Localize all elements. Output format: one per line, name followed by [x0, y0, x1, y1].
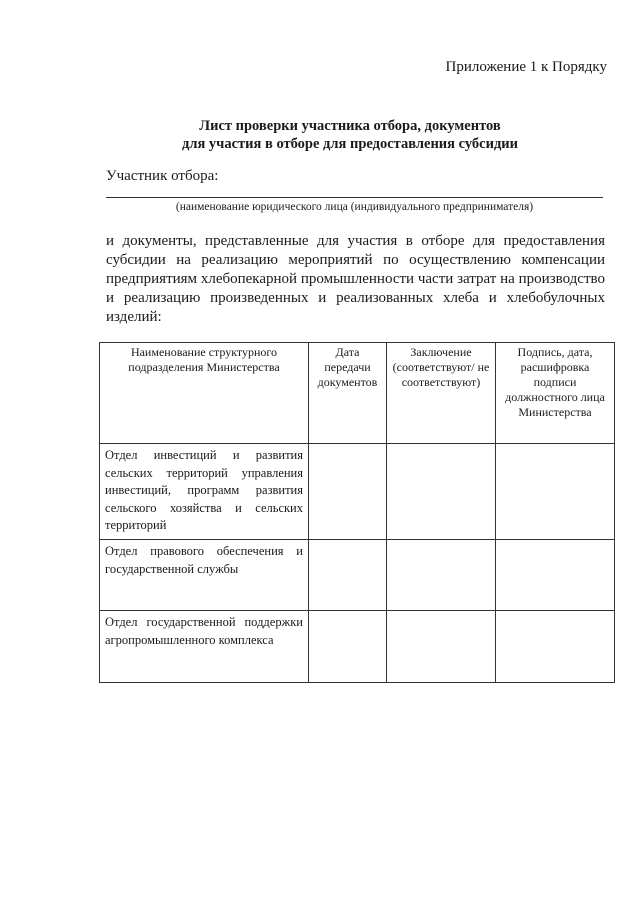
- conclusion-cell[interactable]: [387, 444, 496, 540]
- table-row: [100, 444, 615, 540]
- header-transfer-date: Дата передачи документов: [309, 343, 387, 444]
- header-department: Наименование структурного подразделения Министерства: [100, 343, 309, 444]
- participant-label: Участник отбора:: [106, 168, 219, 184]
- body-paragraph: [106, 232, 605, 327]
- body-line: субсидии на реализацию мероприятий по осуществлению компенсации: [106, 252, 605, 268]
- date-cell[interactable]: [309, 611, 387, 683]
- date-cell[interactable]: [309, 444, 387, 540]
- appendix-reference: Приложение 1 к Порядку: [445, 59, 607, 75]
- title-line-2: для участия в отборе для предоставления субсидии: [181, 136, 519, 152]
- signature-cell[interactable]: [496, 444, 615, 540]
- body-line: и реализацию произведенных и реализованных хлеба и хлебобулочных: [106, 290, 605, 306]
- department-cell: Отдел правового обеспечения и государственной службы: [100, 540, 309, 611]
- header-conclusion: Заключение (соответствуют/ не соответствуют): [387, 343, 496, 444]
- signature-cell[interactable]: [496, 611, 615, 683]
- checklist-table: [99, 342, 615, 683]
- table-header-row: [100, 343, 615, 444]
- table-row: [100, 611, 615, 683]
- date-cell[interactable]: [309, 540, 387, 611]
- document-title: [60, 117, 639, 153]
- conclusion-cell[interactable]: [387, 611, 496, 683]
- department-cell: Отдел инвестиций и развития сельских территорий управления инвестиций, программ развития сельского хозяйства и сельских территорий: [100, 444, 309, 540]
- body-line: и документы, представленные для участия в отборе для предоставления: [106, 233, 605, 249]
- body-line: изделий:: [106, 309, 162, 325]
- participant-caption: (наименование юридического лица (индивидуального предпринимателя): [175, 201, 534, 213]
- body-line: предприятиям хлебопекарной промышленности части затрат на производство: [106, 271, 605, 287]
- header-signature: Подпись, дата, расшифровка подписи должностного лица Министерства: [496, 343, 615, 444]
- conclusion-cell[interactable]: [387, 540, 496, 611]
- title-line-1: Лист проверки участника отбора, документов: [199, 118, 501, 134]
- department-cell: Отдел государственной поддержки агропромышленного комплекса: [100, 611, 309, 683]
- table-row: [100, 540, 615, 611]
- participant-fill-line: [106, 197, 603, 198]
- signature-cell[interactable]: [496, 540, 615, 611]
